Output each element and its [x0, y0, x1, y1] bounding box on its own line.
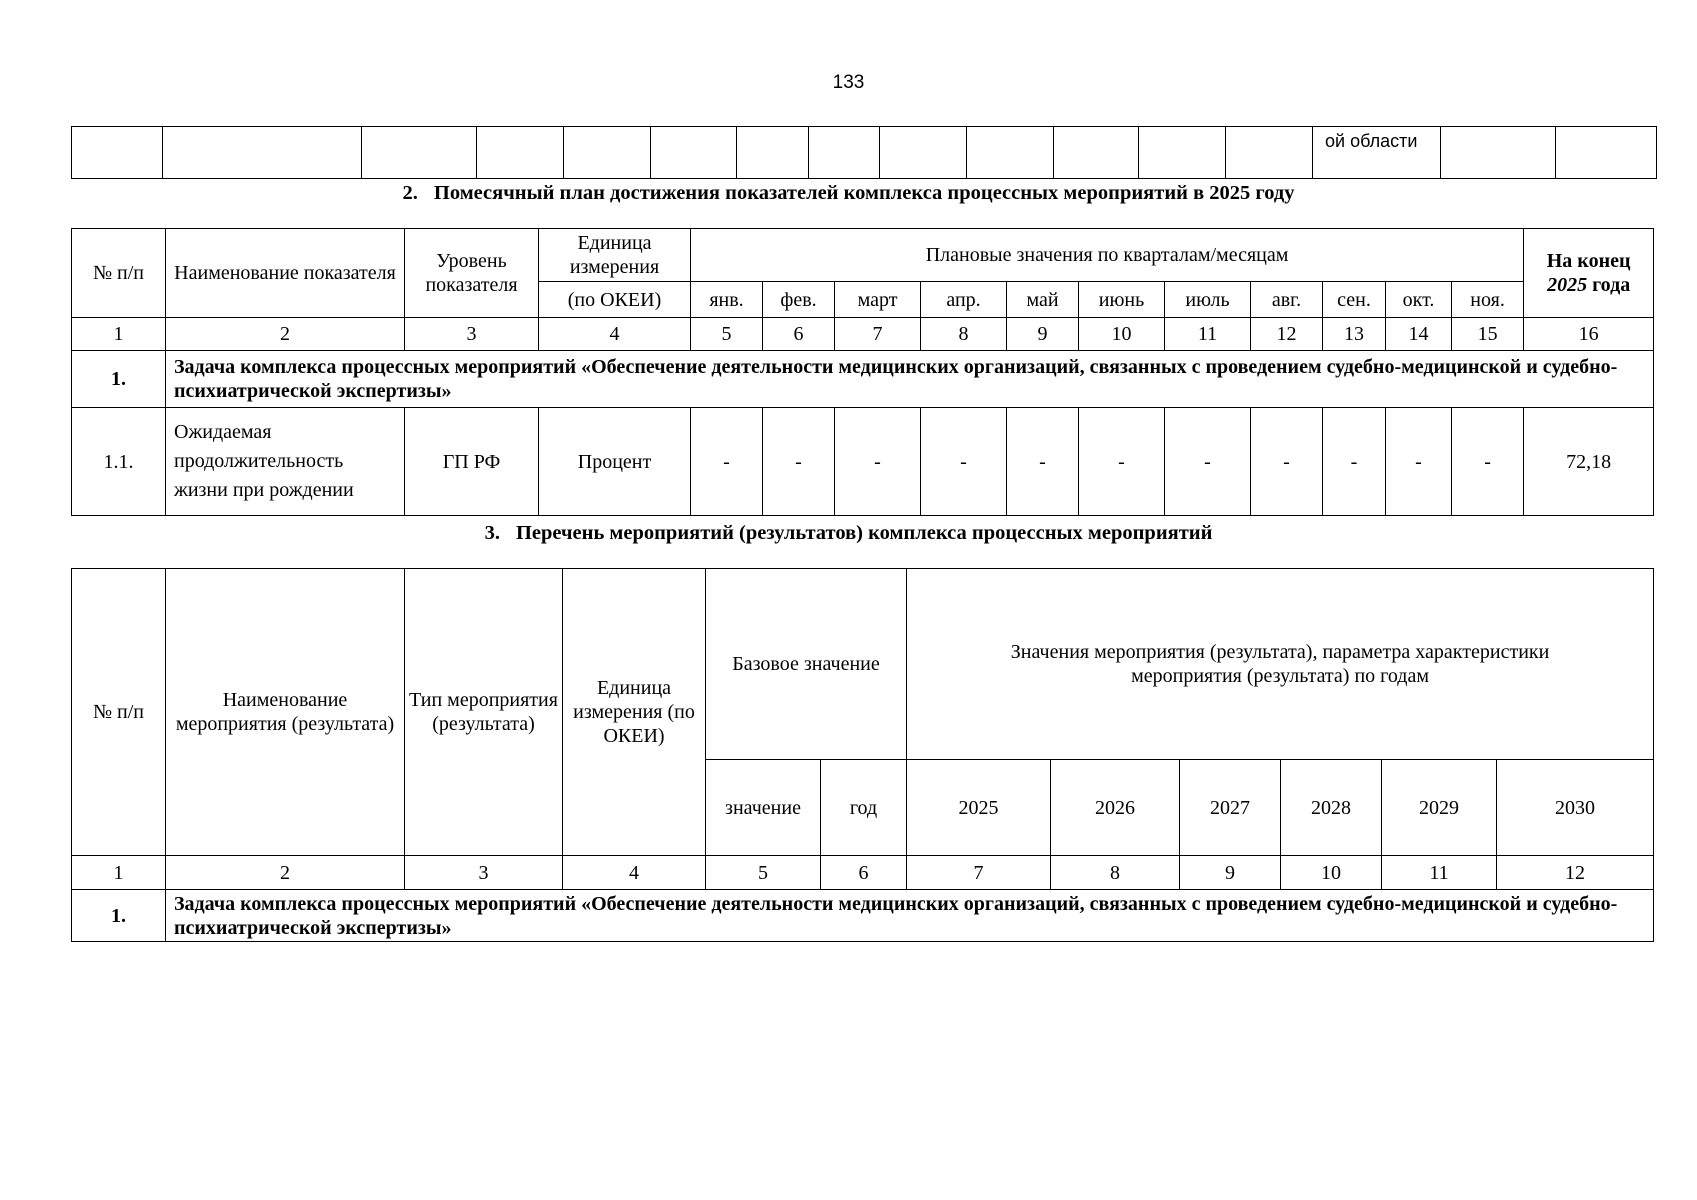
cont-cell: [737, 127, 809, 179]
header-month: янв.: [691, 282, 763, 318]
row-month-value: -: [1323, 408, 1386, 516]
column-number: 4: [563, 856, 706, 890]
header-month: окт.: [1386, 282, 1452, 318]
column-number: 13: [1323, 318, 1386, 351]
row-indicator-name: Ожидаемая продолжительность жизни при рождении: [166, 408, 405, 516]
header-end-of-year: [1524, 229, 1654, 318]
header-yearly-values: Значения мероприятия (результата), параметра характеристики мероприятия (результата) по годам: [907, 569, 1654, 760]
column-number: 12: [1497, 856, 1654, 890]
header-year: 2029: [1382, 760, 1497, 856]
section3-title: [0, 521, 1697, 545]
column-number: 8: [921, 318, 1007, 351]
row-unit: Процент: [539, 408, 691, 516]
cont-cell: [1556, 127, 1657, 179]
column-number: 11: [1165, 318, 1251, 351]
cont-cell: [967, 127, 1054, 179]
header-month: авг.: [1251, 282, 1323, 318]
row-month-value: -: [763, 408, 835, 516]
header-activity-type: Тип мероприятия (результата): [405, 569, 563, 856]
task-number: 1.: [72, 351, 166, 408]
header-base-value-year: год: [821, 760, 907, 856]
section3-number: 3.: [484, 522, 500, 544]
cont-cell-region: ой области: [1313, 127, 1441, 179]
column-number: 8: [1051, 856, 1180, 890]
header-month: фев.: [763, 282, 835, 318]
row-month-value: -: [921, 408, 1007, 516]
task-text: Задача комплекса процессных мероприятий «Обеспечение деятельности медицинских организаций, связанных с проведением судебно-медицинской и судебно-психиатрической экспертизы»: [166, 351, 1654, 408]
column-number: 15: [1452, 318, 1524, 351]
section2-table: [71, 228, 1654, 516]
header-num: № п/п: [72, 229, 166, 318]
cont-cell: [163, 127, 362, 179]
column-number: 3: [405, 856, 563, 890]
row-month-value: -: [1007, 408, 1079, 516]
header-base-value: Базовое значение: [706, 569, 907, 760]
cont-cell: [1139, 127, 1226, 179]
header-year: 2027: [1180, 760, 1281, 856]
header-end-year: 2025: [1547, 274, 1588, 296]
cont-cell: [1441, 127, 1556, 179]
section2-number: 2.: [402, 182, 418, 204]
header-month: апр.: [921, 282, 1007, 318]
header-year: 2025: [907, 760, 1051, 856]
header-end-label: На конец: [1546, 250, 1631, 272]
column-number: 2: [166, 318, 405, 351]
column-number: 7: [907, 856, 1051, 890]
column-number: 3: [405, 318, 539, 351]
section3-title-text: Перечень мероприятий (результатов) комплекса процессных мероприятий: [515, 522, 1213, 544]
column-number: 1: [72, 318, 166, 351]
task-number: 1.: [72, 890, 166, 942]
header-month: июль: [1165, 282, 1251, 318]
continuation-table: [71, 126, 1657, 179]
page-number: 133: [832, 72, 865, 93]
column-number: 10: [1079, 318, 1165, 351]
row-month-value: -: [1251, 408, 1323, 516]
cont-cell: [1226, 127, 1313, 179]
column-number: 9: [1180, 856, 1281, 890]
header-activity-name: Наименование мероприятия (результата): [166, 569, 405, 856]
section2-title-text: Помесячный план достижения показателей комплекса процессных мероприятий в 2025 году: [433, 182, 1295, 204]
column-number: 6: [763, 318, 835, 351]
cont-cell: [362, 127, 477, 179]
column-number: 1: [72, 856, 166, 890]
cont-cell: [564, 127, 651, 179]
row-month-value: -: [1079, 408, 1165, 516]
header-indicator-name: Наименование показателя: [166, 229, 405, 318]
section2-title: [0, 181, 1697, 205]
header-month: ноя.: [1452, 282, 1524, 318]
header-month: июнь: [1079, 282, 1165, 318]
cont-cell: [809, 127, 880, 179]
row-number: 1.1.: [72, 408, 166, 516]
header-num: № п/п: [72, 569, 166, 856]
column-number: 6: [821, 856, 907, 890]
header-base-value-value: значение: [706, 760, 821, 856]
row-month-value: -: [691, 408, 763, 516]
cont-cell: [1054, 127, 1139, 179]
header-unit-okei: (по ОКЕИ): [539, 282, 691, 318]
cont-cell: [880, 127, 967, 179]
column-number: 12: [1251, 318, 1323, 351]
header-plan-values: Плановые значения по кварталам/месяцам: [691, 229, 1524, 282]
row-end-value: 72,18: [1524, 408, 1654, 516]
column-number: 5: [691, 318, 763, 351]
header-end-suffix: года: [1587, 274, 1631, 296]
header-month: сен.: [1323, 282, 1386, 318]
column-number: 4: [539, 318, 691, 351]
column-number: 14: [1386, 318, 1452, 351]
row-month-value: -: [1386, 408, 1452, 516]
header-unit: Единица измерения (по ОКЕИ): [563, 569, 706, 856]
section3-table: [71, 568, 1654, 942]
column-number: 11: [1382, 856, 1497, 890]
column-number: 7: [835, 318, 921, 351]
header-unit: Единица измерения: [539, 229, 691, 282]
column-number: 2: [166, 856, 405, 890]
column-number: 9: [1007, 318, 1079, 351]
row-month-value: -: [835, 408, 921, 516]
row-indicator-level: ГП РФ: [405, 408, 539, 516]
header-year: 2026: [1051, 760, 1180, 856]
row-month-value: -: [1165, 408, 1251, 516]
column-number: 10: [1281, 856, 1382, 890]
header-year: 2030: [1497, 760, 1654, 856]
cont-cell: [651, 127, 737, 179]
cont-cell: [72, 127, 163, 179]
column-number: 16: [1524, 318, 1654, 351]
cont-cell: [477, 127, 564, 179]
task-text: Задача комплекса процессных мероприятий «Обеспечение деятельности медицинских организаций, связанных с проведением судебно-медицинской и судебно-психиатрической экспертизы»: [166, 890, 1654, 942]
header-month: март: [835, 282, 921, 318]
row-month-value: -: [1452, 408, 1524, 516]
header-year: 2028: [1281, 760, 1382, 856]
header-indicator-level: Уровень показателя: [405, 229, 539, 318]
column-number: 5: [706, 856, 821, 890]
header-month: май: [1007, 282, 1079, 318]
